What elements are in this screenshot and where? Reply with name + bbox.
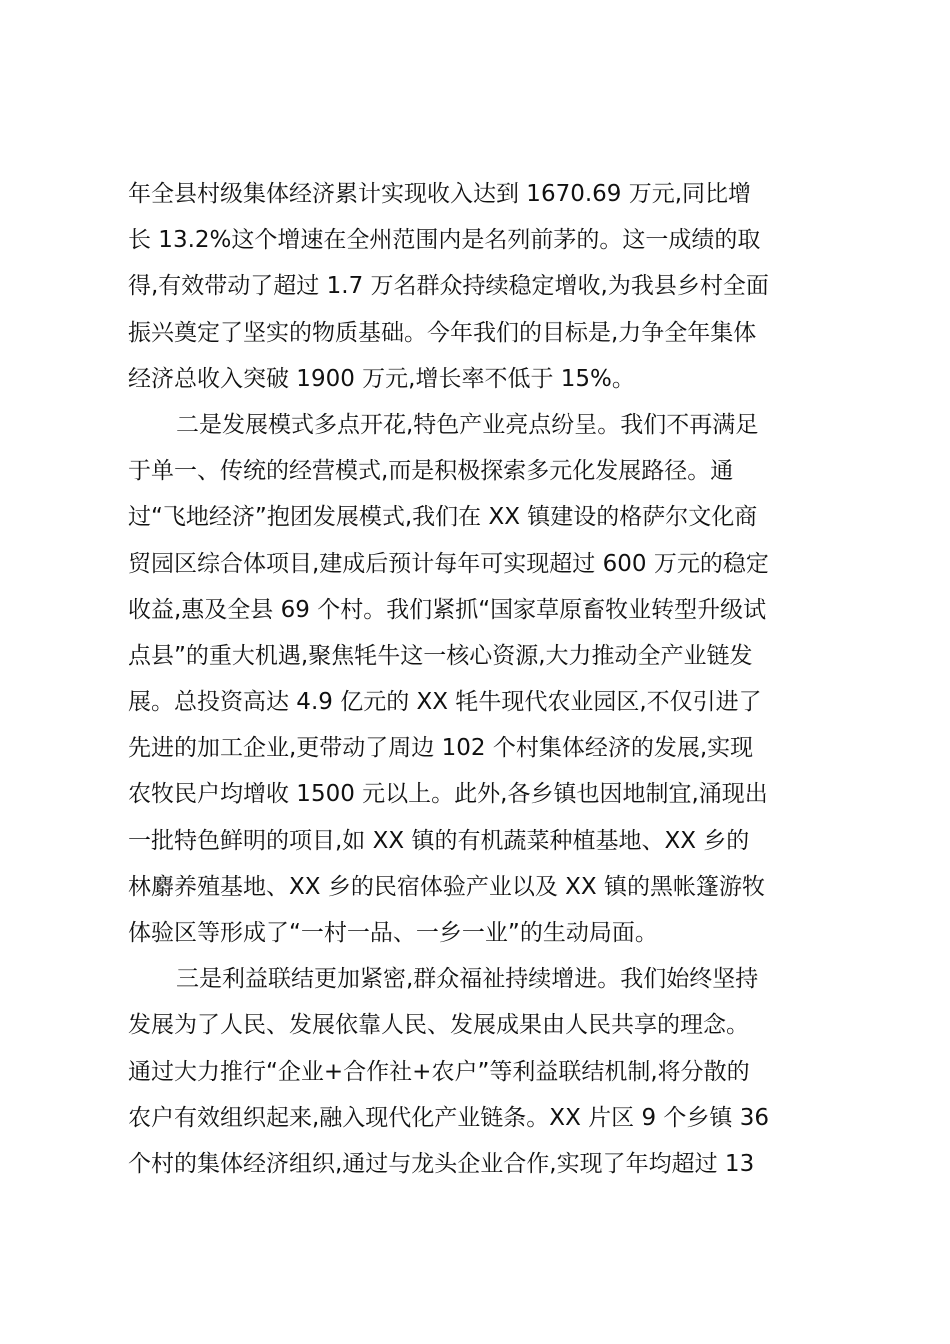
text-line: 个村的集体经济组织,通过与龙头企业合作,实现了年均超过 13 — [128, 1150, 755, 1177]
text-line: 贸园区综合体项目,建成后预计每年可实现超过 600 万元的稳定 — [128, 550, 769, 577]
text-line: 点县”的重大机遇,聚焦牦牛这一核心资源,大力推动全产业链发 — [128, 642, 753, 669]
text-line: 农户有效组织起来,融入现代化产业链条。XX 片区 9 个乡镇 36 — [128, 1104, 769, 1131]
text-line: 过“飞地经济”抱团发展模式,我们在 XX 镇建设的格萨尔文化商 — [128, 504, 758, 531]
text-line: 展。总投资高达 4.9 亿元的 XX 牦牛现代农业园区,不仅引进了 — [128, 689, 762, 716]
text-line: 通过大力推行“企业+合作社+农户”等利益联结机制,将分散的 — [128, 1058, 750, 1085]
text-line: 年全县村级集体经济累计实现收入达到 1670.69 万元,同比增 — [128, 181, 752, 207]
text-line: 得,有效带动了超过 1.7 万名群众持续稳定增收,为我县乡村全面 — [128, 273, 769, 300]
paragraph-first-line: 二是发展模式多点开花,特色产业亮点纷呈。我们不再满足 — [176, 411, 759, 438]
text-line: 先进的加工企业,更带动了周边 102 个村集体经济的发展,实现 — [128, 735, 754, 762]
body-text — [128, 171, 833, 1187]
text-line: 振兴奠定了坚实的物质基础。今年我们的目标是,力争全年集体 — [128, 319, 757, 346]
text-line: 体验区等形成了“一村一品、一乡一业”的生动局面。 — [128, 920, 658, 946]
text-line: 林麝养殖基地、XX 乡的民宿体验产业以及 XX 镇的黑帐篷游牧 — [128, 873, 765, 900]
text-line: 收益,惠及全县 69 个村。我们紧抓“国家草原畜牧业转型升级试 — [128, 596, 767, 623]
text-line: 一批特色鲜明的项目,如 XX 镇的有机蔬菜种植基地、XX 乡的 — [128, 827, 750, 854]
text-line: 农牧民户均增收 1500 元以上。此外,各乡镇也因地制宜,涌现出 — [128, 781, 768, 808]
text-line: 于单一、传统的经营模式,而是积极探索多元化发展路径。通 — [128, 458, 734, 485]
text-line: 发展为了人民、发展依靠人民、发展成果由人民共享的理念。 — [128, 1012, 749, 1039]
text-line: 长 13.2%这个增速在全州范围内是名列前茅的。这一成绩的取 — [128, 227, 761, 254]
paragraph-first-line: 三是利益联结更加紧密,群众福祉持续增进。我们始终坚持 — [176, 966, 759, 993]
text-line: 经济总收入突破 1900 万元,增长率不低于 15%。 — [128, 365, 635, 392]
